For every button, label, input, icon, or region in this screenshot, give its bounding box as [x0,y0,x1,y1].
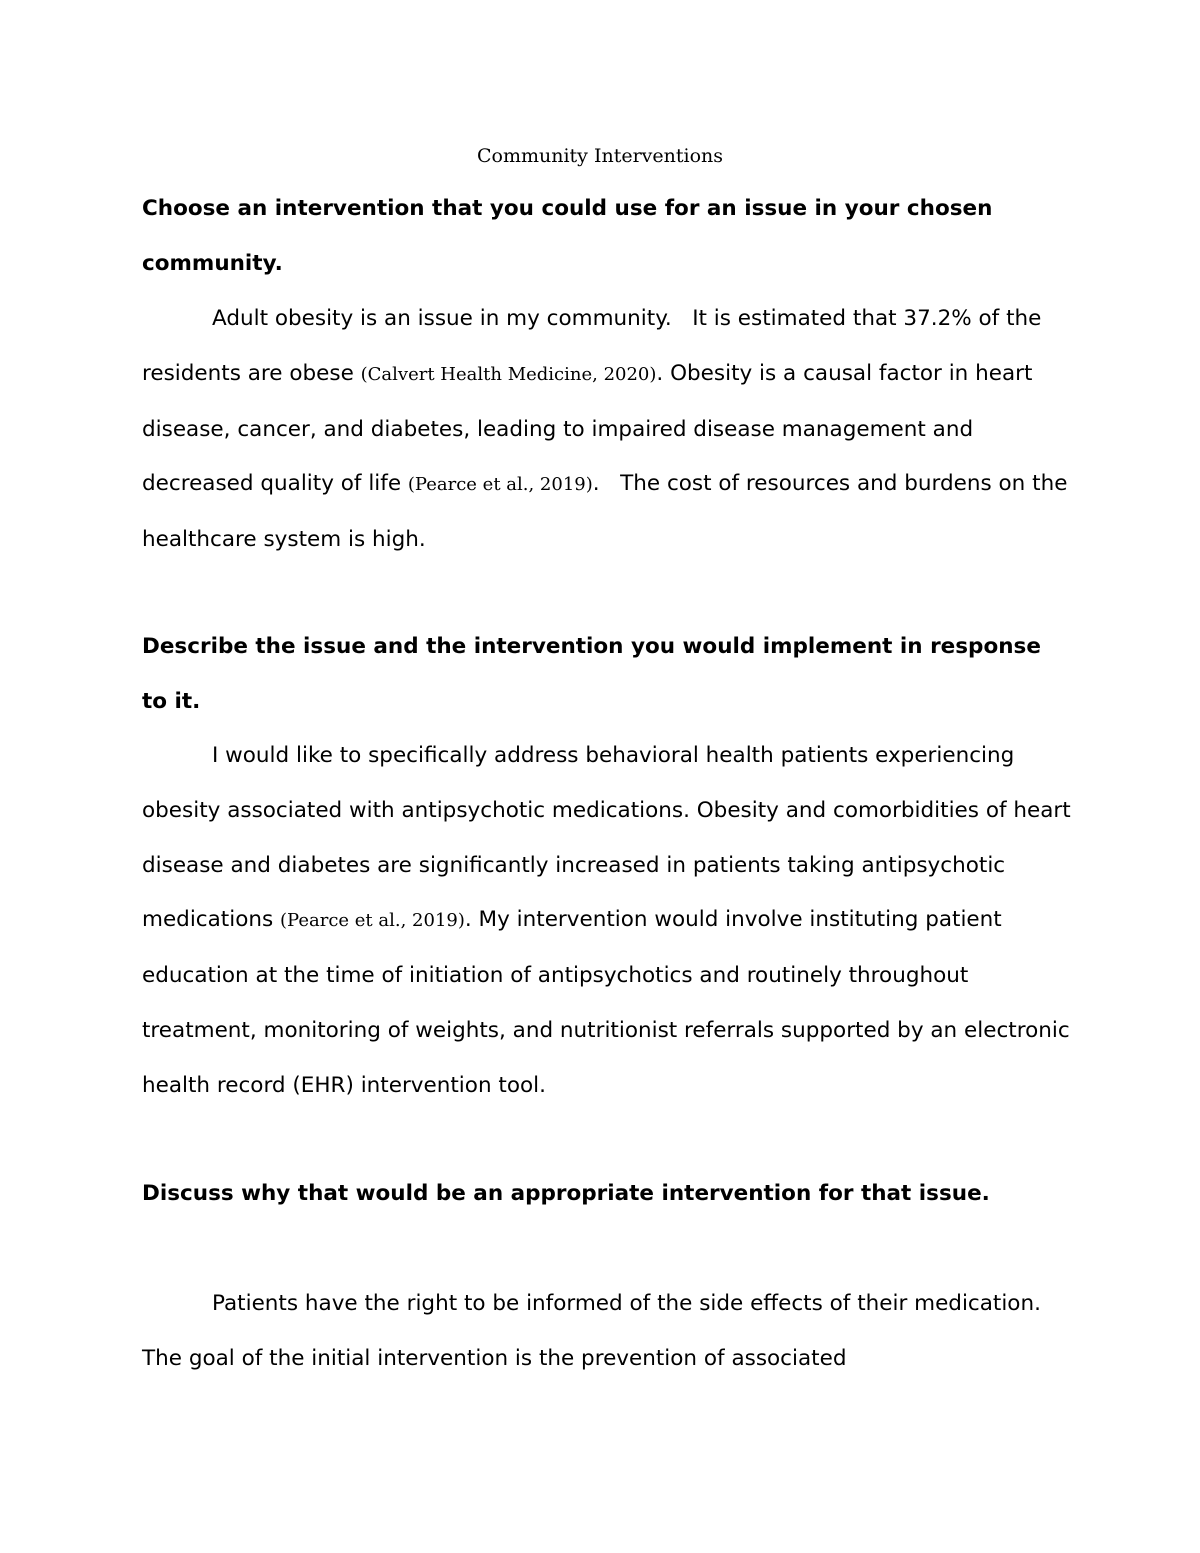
citation: (Pearce et al., 2019) [280,910,465,932]
paragraph-text: I would like to specifically address behavioral health patients experiencing obesity associated with antipsychotic medications. Obesity and comorbidities of heart disease and diabetes are significantly increased in patients taking antipsychotic medications [142,743,1071,933]
section-1-paragraph [142,292,1075,568]
paragraph-text: . Obesity is a causal factor in heart disease, cancer, and diabetes, leading to impaired disease management and decreased quality of life [142,360,1040,497]
paragraph-text: . My intervention would involve instituting patient education at the time of initiation of antipsychotics and routinely throughout treatment, monitoring of weights, and nutritionist referrals supported by an electronic health record (EHR) intervention tool. [142,907,1070,1098]
citation: (Calvert Health Medicine, 2020) [360,363,657,385]
page-title: Community Interventions [476,145,724,167]
citation: (Pearce et al., 2019) [407,474,593,496]
paragraph-text: Adult obesity is an issue in my community. It is estimated that 37.2% of the residents are obese [142,306,1049,386]
section-3-heading: Discuss why that would be an appropriate intervention for that issue. [142,1181,990,1206]
section-1-heading: Choose an intervention that you could use for an issue in your chosen community. [142,196,993,276]
paragraph-text: Patients have the right to be informed of the side effects of their medication. The goal of the initial intervention is the prevention of associated [142,1291,1041,1371]
section-3-paragraph [142,1277,1072,1387]
section-2-heading: Describe the issue and the intervention you would implement in response to it. [142,634,1041,714]
paragraph-text: . The cost of resources and burdens on the healthcare system is high. [142,471,1075,553]
section-2-paragraph [142,729,1072,1114]
